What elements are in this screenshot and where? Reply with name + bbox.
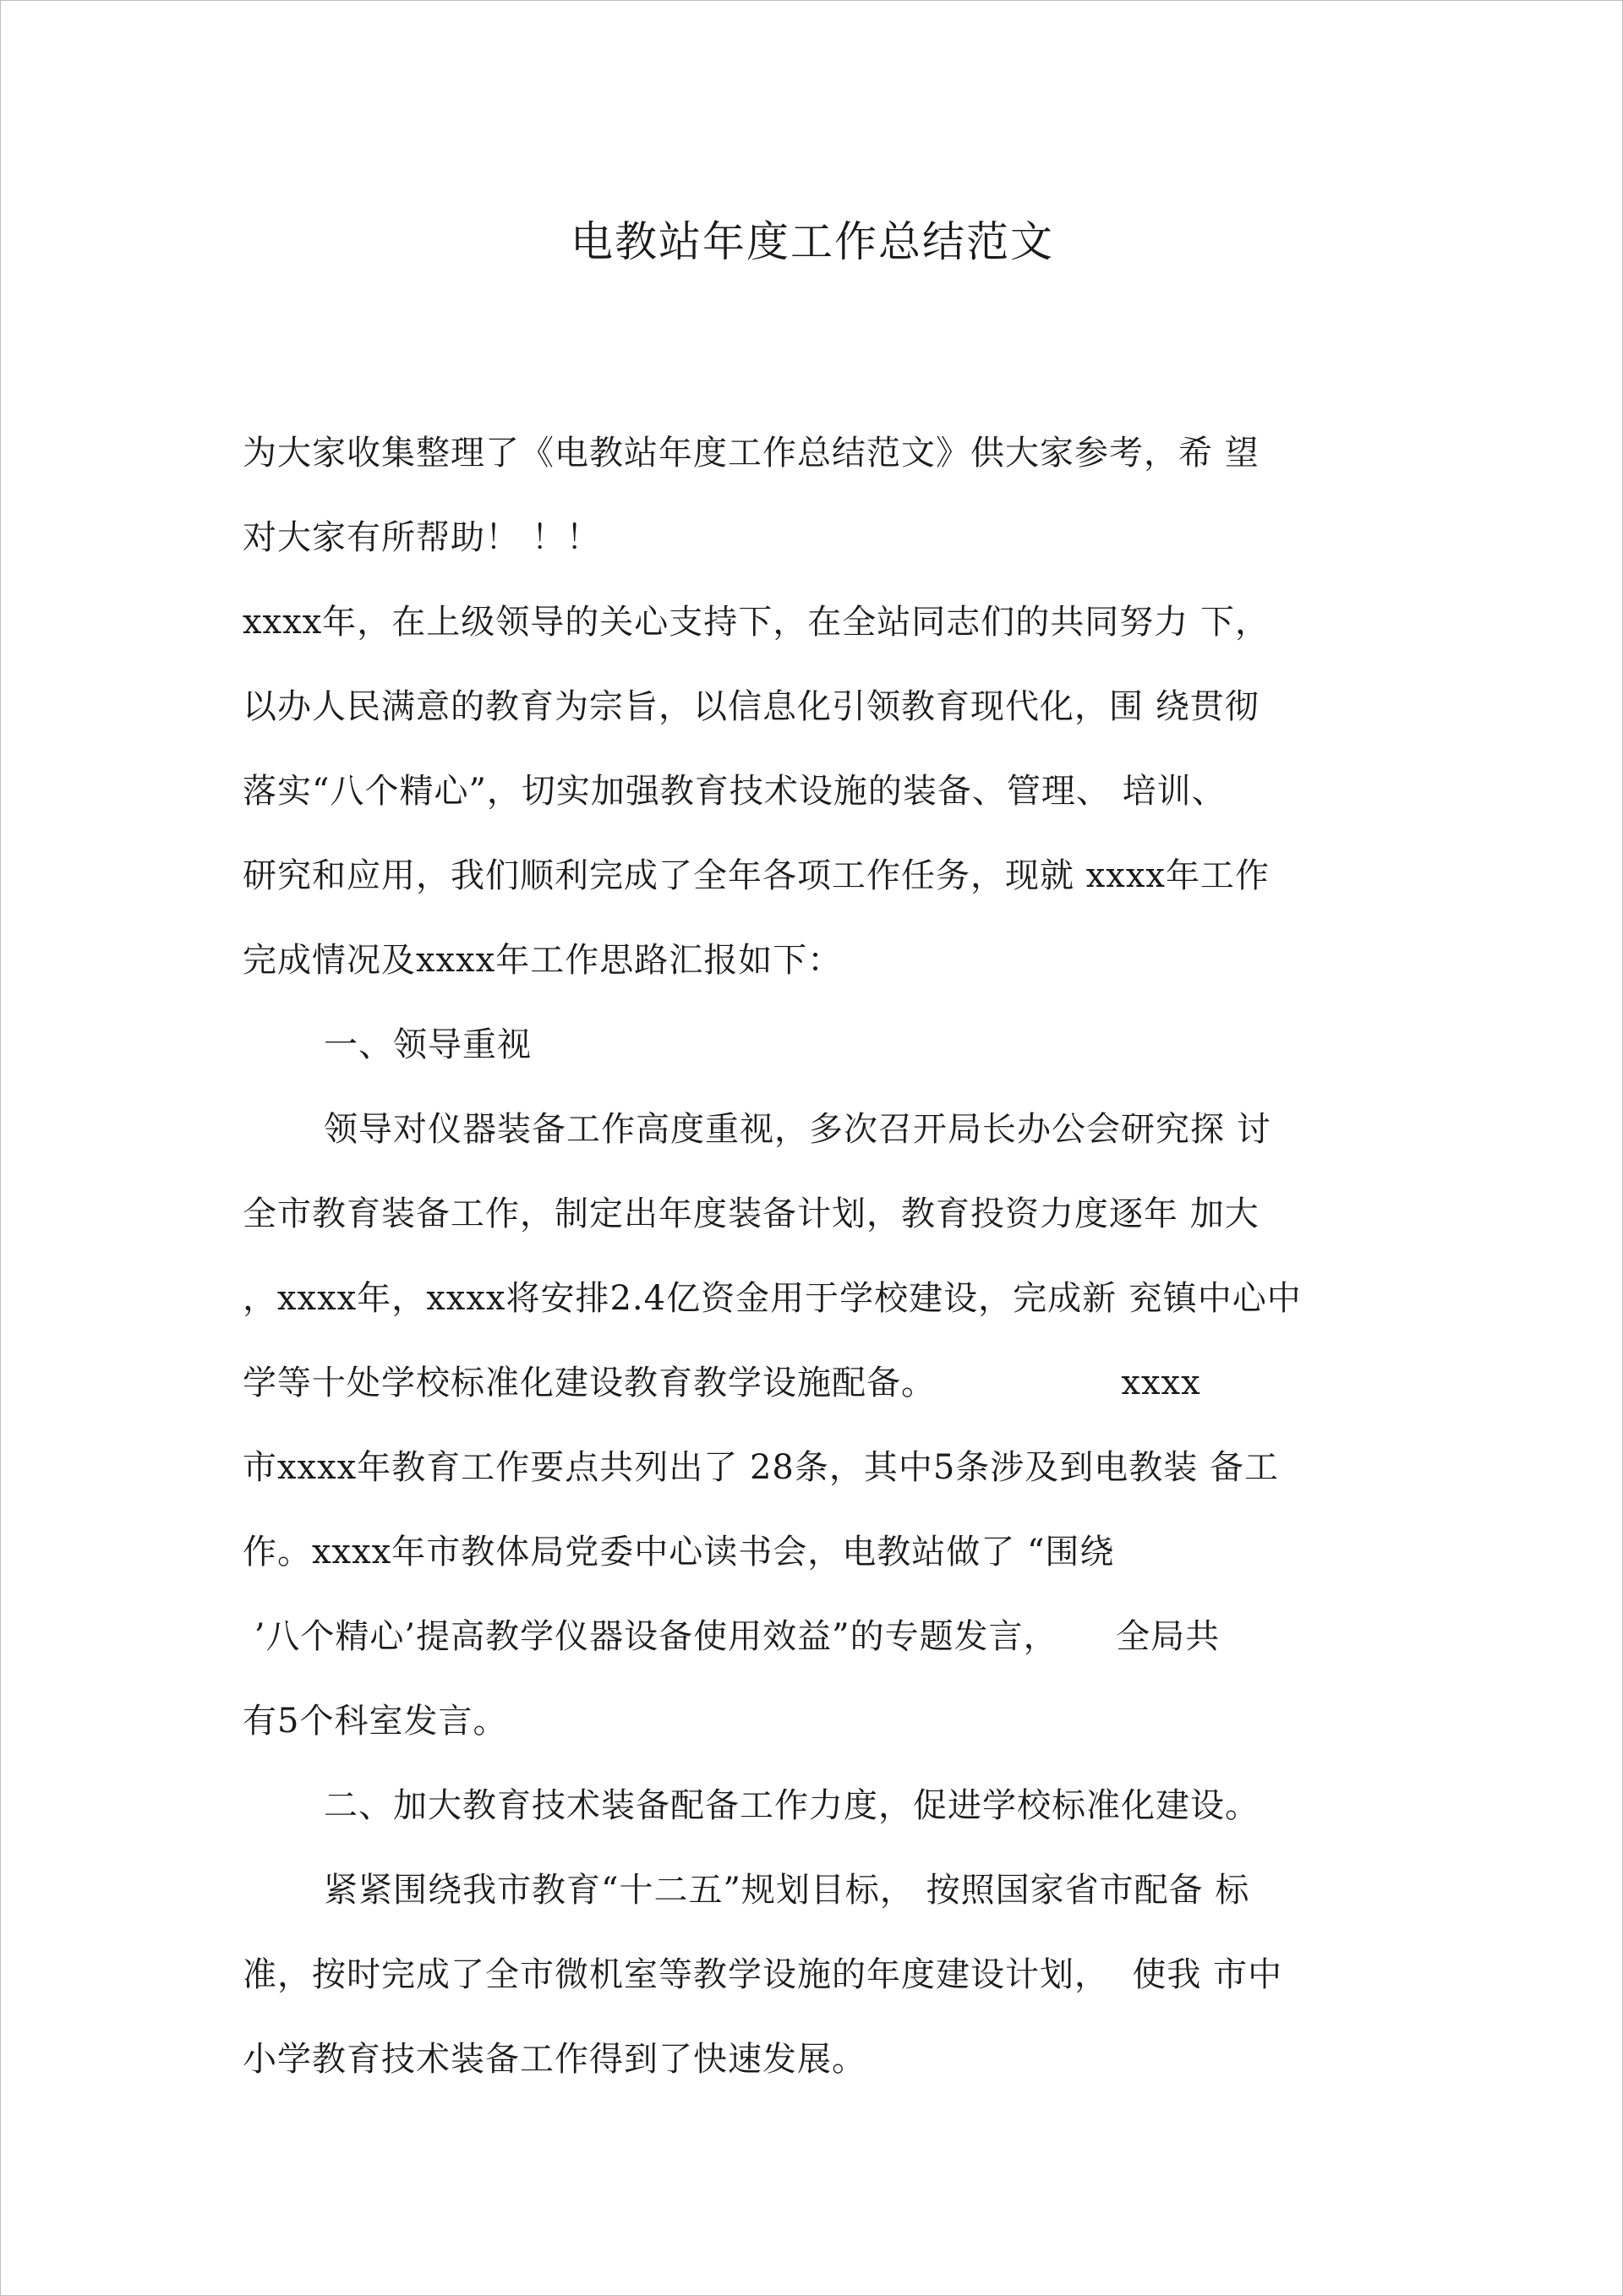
paragraph-line: 研究和应用，我们顺利完成了全年各项工作任务，现就 xxxx年工作 xyxy=(243,856,1270,895)
paragraph-line: ，xxxx年，xxxx将安排2.4亿资金用于学校建设，完成新 兖镇中心中 xyxy=(243,1279,1302,1318)
paragraph-line: 全市教育装备工作，制定出年度装备计划，教育投资力度逐年 加大 xyxy=(243,1194,1260,1233)
paragraph-line: 紧紧围绕我市教育“十二五”规划目标， 按照国家省市配备 标 xyxy=(324,1871,1250,1910)
paragraph-line: 落实“八个精心”，切实加强教育技术设施的装备、管理、 培训、 xyxy=(243,772,1227,811)
paragraph-line: 为大家收集整理了《电教站年度工作总结范文》供大家参考，希 望 xyxy=(243,434,1260,473)
paragraph-line: 学等十处学校标准化建设教育教学设施配备。 xxxx xyxy=(243,1364,1201,1402)
paragraph-line: 作。xxxx年市教体局党委中心读书会，电教站做了 “围绕 xyxy=(243,1533,1115,1572)
paragraph-line: 领导对仪器装备工作高度重视，多次召开局长办公会研究探 讨 xyxy=(324,1110,1271,1149)
paragraph-line: xxxx年，在上级领导的关心支持下，在全站同志们的共同努力 下， xyxy=(243,603,1270,642)
paragraph-line: ’八个精心’提高教学仪器设备使用效益”的专题发言， 全局共 xyxy=(243,1617,1221,1656)
paragraph-line: 以办人民满意的教育为宗旨，以信息化引领教育现代化，围 绕贯彻 xyxy=(243,687,1260,726)
document-title: 电教站年度工作总结范文 xyxy=(571,217,1054,266)
document-body xyxy=(243,411,1367,2102)
paragraph-line: 小学教育技术装备工作得到了快速发展。 xyxy=(243,2040,866,2079)
section-heading: 二、加大教育技术装备配备工作力度，促进学校标准化建设。 xyxy=(324,1786,1260,1825)
paragraph-line: 对大家有所帮助！ ！！ xyxy=(243,518,601,557)
paragraph-line: 准，按时完成了全市微机室等教学设施的年度建设计划， 使我 市中 xyxy=(243,1955,1283,1994)
paragraph-line: 市xxxx年教育工作要点共列出了 28条，其中5条涉及到电教装 备工 xyxy=(243,1448,1280,1487)
paragraph-line: 完成情况及xxxx年工作思路汇报如下： xyxy=(243,941,843,980)
paragraph-line: 有5个科室发言。 xyxy=(243,1702,508,1741)
section-heading: 一、领导重视 xyxy=(324,1025,532,1064)
